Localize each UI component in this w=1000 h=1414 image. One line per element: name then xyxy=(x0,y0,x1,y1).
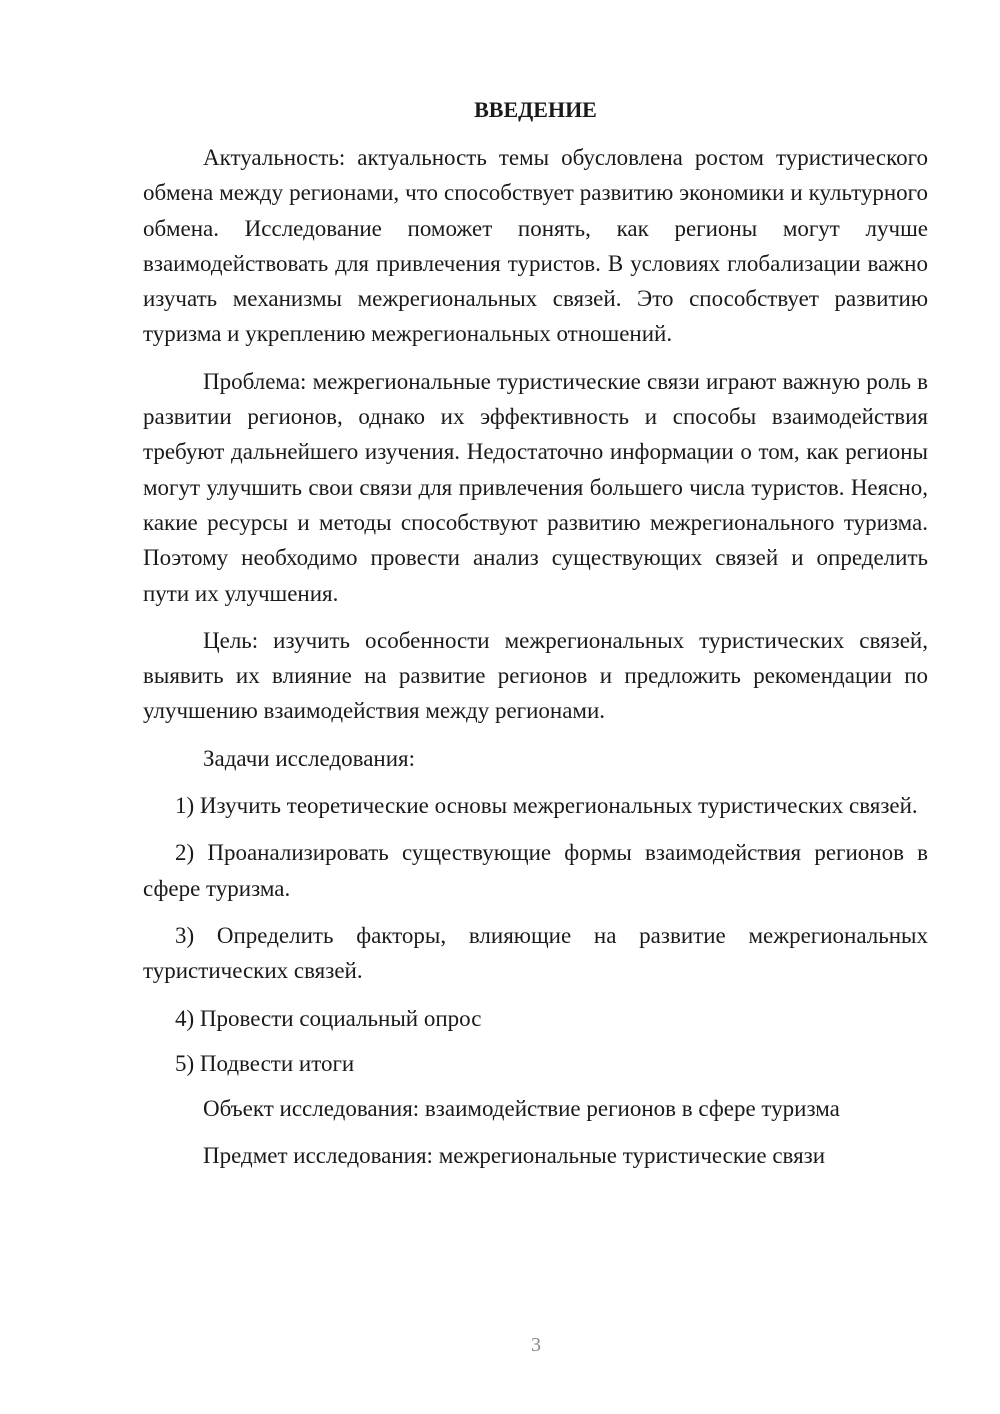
page-number: 3 xyxy=(531,1334,541,1356)
problem-paragraph: Проблема: межрегиональные туристические связи играют важную роль в развитии регионов, однако их эффективность и способы взаимодействия требуют дальнейшего изучения. Недостаточно информации о том, как регионы могут улучшить свои связи для привлечения большего числа туристов. Неясно, какие ресурсы и методы способствуют развитию межрегионального туризма. Поэтому необходимо провести анализ существующих связей и определить пути их улучшения. xyxy=(143,368,928,606)
tasks-heading: Задачи исследования: xyxy=(203,745,416,771)
goal-paragraph: Цель: изучить особенности межрегиональных туристических связей, выявить их влияние на развитие регионов и предложить рекомендации по улучшению взаимодействия между регионами. xyxy=(143,627,928,724)
relevance-paragraph: Актуальность: актуальность темы обусловлена ростом туристического обмена между регионами, что способствует развитию экономики и культурного обмена. Исследование поможет понять, как регионы могут лучше взаимодействовать для привлечения туристов. В условиях глобализации важно изучать механизмы межрегиональных связей. Это способствует развитию туризма и укреплению межрегиональных отношений. xyxy=(143,145,928,347)
task-item: 5) Подвести итоги xyxy=(175,1050,355,1076)
task-item: 2) Проанализировать существующие формы взаимодействия регионов в сфере туризма. xyxy=(143,840,928,901)
section-title: ВВЕДЕНИЕ xyxy=(474,97,597,122)
research-subject: Предмет исследования: межрегиональные туристические связи xyxy=(203,1143,826,1169)
task-item: 4) Провести социальный опрос xyxy=(175,1005,482,1031)
task-item: 3) Определить факторы, влияющие на развитие межрегиональных туристических связей. xyxy=(143,922,928,984)
task-item: 1) Изучить теоретические основы межрегиональных туристических связей. xyxy=(175,793,918,819)
research-object: Объект исследования: взаимодействие регионов в сфере туризма xyxy=(203,1096,840,1122)
page-content xyxy=(143,92,928,1186)
